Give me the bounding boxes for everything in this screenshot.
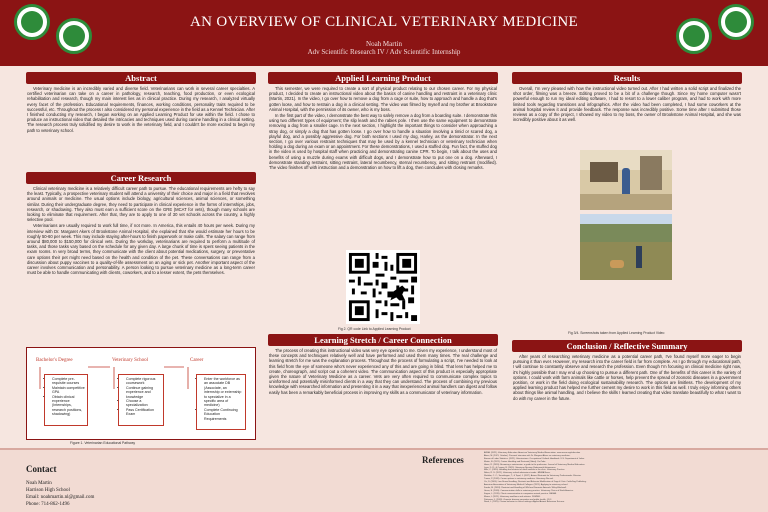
- career-heading: Career Research: [26, 172, 256, 184]
- figure-1-caption: Figure 1. Veterinarian Educational Pathway: [70, 441, 136, 445]
- video-screenshot-2: [580, 214, 672, 280]
- reference-item: Bureau of Labor Statistics. (2021). Veterinarians: Occupational Outlook Handbook. U.S. Department of Labor.: [484, 457, 585, 460]
- flow-step-1-title: Bachelor's Degree: [36, 358, 73, 363]
- reference-item: Yin, S. (2009). Low Stress Handling, Restraint and Behavior Modification of Dogs & Cats. CattleDog Publishing.: [484, 481, 587, 484]
- contact-school: Harrison High School: [26, 488, 70, 493]
- video-screenshot-1: [580, 150, 672, 210]
- stretch-heading: Learning Stretch / Career Connection: [268, 334, 498, 346]
- reference-item: Lane, D. R., & Cooper, B. (2019). Veterinary Nursing. Butterworth-Heinemann.: [484, 466, 556, 469]
- reference-item: Martin, N. (2021). Canine Handling and Restraint [Video]. YouTube.: [484, 460, 546, 463]
- reference-item: American Association of Veterinary Medical Colleges. (2021). Applying to veterinary school.: [484, 483, 568, 486]
- dog-figure: [610, 260, 624, 268]
- reference-item: Mills, C. (2020). Handling and restraint of small animals in the clinic. Veterinary Practice.: [484, 469, 565, 472]
- reference-item: Akers, M. (2021, October). Personal interview with Dr. Margaret Akers on veterinary medicine.: [484, 454, 571, 457]
- reference-item: Kogan, L. (2019). Client communication in companion animal practice. JAVMA.: [484, 492, 557, 495]
- flow-arrows: [26, 347, 256, 440]
- abstract-section: [26, 72, 256, 136]
- reference-item: Patterson, J. (2020). Zoonotic disease prevention and public health. CDC.: [484, 498, 552, 501]
- poster-header: [0, 0, 768, 66]
- figure-3-4-caption: Fig 3/4. Screenshots taken from Applied Learning Product Video: [568, 331, 665, 335]
- flow-step-1-box: • Complete pre-requisite courses • Maintain competitive GPA • Obtain clinical experience (Internships, research positions, shadowing): [44, 374, 88, 426]
- flow-step-3-box: • Enter the workforce as an associate DB (Associate, an internship or externship to specialize in a specific area of medicine) • Complete Continuing Education Requirements: [196, 374, 246, 430]
- author-course: Adv Scientific Research IV / Adv Scientific Internship: [307, 48, 461, 56]
- reference-item: Reed, L. (2019). Canine behavior in clinical settings. Applied Animal Behaviour Science.: [484, 501, 565, 504]
- applied-body: This semester, we were required to create a sort of physical product relating to our chosen career. For my physical product, I decided to create an instructional video about the basics of canine handling and restraint in a veterinary clinic (Martin, 2021). In the video, I go over how to remove a dog from a cage or suite, how to approach and handle a dog that's gotten loose, and how to restrain a dog in a clinical setting. The video was filmed by myself and my brother at Brookstone Animal Hospital, with the permission of its owner, who is my boss. In the first part of the video, I demonstrate the best way to safely remove a dog from a boarding suite. I demonstrate this using two different types of equipment; the slip leash and the rabies pole. I then use the same equipment to demonstrate removing a dog from a smaller cage. In the next section, I highlight the important things to consider when approaching a stray dog, or simply a dog that has gotten loose. I go over how to handle a situation involving a timid or scared dog, a playful dog, and a possibly aggressive dog. For both sections I used my dog, Harley, as the demonstrator. In the next section, I go over various restraint techniques that may be used by a kennel technician or veterinary technician when holding a dog during an exam or an appointment. For these demonstrations, I used a stuffed dog. Fun fact, the stuffed dog in the video is used by hospital staff when practicing and demonstrating canine CPR. To begin, I talk about the uses and benefits of using a muzzle during exams with difficult dogs, and I demonstrate how to put one on a dog. Afterward, I demonstrate standing restraint, sitting restraint, lateral recumbency, sternal recumbency, and sitting restraint (modified). The video finishes off with instruction and a demonstration on how to lift a dog, then concludes with closing remarks.: [269, 86, 497, 171]
- poster-author: [110, 40, 658, 56]
- contact-block: [26, 480, 94, 508]
- contact-name: Noah Martin: [26, 481, 52, 486]
- results-body: Overall, I'm very pleased with how the instructional video turned out. After I had written a solid script and finalized the shot order, filming was a breeze. Editing proved to be a bit of a challenge though. Since my home computer wasn't powerful enough to run my ideal editing software, I had to resort to a lower caliber program, and had to work with more limited tools regarding transitions and infographics. After the video had been completed, I had some coworkers at the animal hospital review it and provide feedback. The response was incredibly positive. Some time after I submitted those reviews as a copy of the project, I showed my video to my boss, the owner of Brookstone Animal Hospital, and she was incredibly positive about it as well.: [513, 86, 741, 123]
- flow-step-3-title: Career: [190, 358, 204, 363]
- stretch-section: [268, 334, 498, 398]
- reference-item: Fowler, M. (2018). Restraint and Handling of Wild and Domestic Animals. Wiley-Blackwell.: [484, 486, 567, 489]
- contact-email[interactable]: Email: noahmartin.nl@gmail.com: [26, 495, 95, 500]
- right-logo-2: [718, 4, 754, 40]
- applied-heading: Applied Learning Product: [268, 72, 498, 84]
- qr-code[interactable]: [346, 250, 420, 324]
- left-logo-2: [56, 18, 92, 54]
- abstract-body: Veterinary medicine is an incredibly varied and diverse field. Veterinarians can work in several career specialties. A certified veterinarian can take on a career in pathology, research, teaching, food production, or even ecological rehabilitation and research, though my main interest lies as in clinical practice. During my research, I analyzed virtually every facet of the profession. Educational requirements, finances, working conditions, personality traits required to be successful, etc. Throughout the process I also considered my personal experience in the field as a Kennel Technician. After I finished conducting my research, I began working on an Applied Learning Product for use within the field. I chose to produce an instructional video that detailed the intricacies and techniques used during canine handling in a clinical setting. The research process truly solidified my desire to work in the veterinary field, and I couldn't be more excited to begin my path to veterinary school.: [27, 86, 255, 133]
- references-heading: References: [422, 455, 464, 465]
- reference-item: Nolen, R. S. (2021). Veterinary school admissions trends. JAVMA News.: [484, 472, 551, 475]
- right-logo-1: [676, 18, 712, 54]
- conclusion-body: After years of researching veterinary medicine as a potential career path, I've found myself more eager to begin pursuing it than ever. However, my research into the career field is far from complete. As I go through my educational path, I will continue to constantly observe and research the profession. Even though I'm focusing on clinical medicine right now, it's highly possible that I may end up choosing to pursue a different path. One of the benefits of this career is the variety of options. I could work with farm animals like cattle or horses, help prevent the spread of zoonotic diseases in a government position, or work in the field doing ecological sustainability research. The options are limitless. The development of my applied learning product has helped me further cement my desire to work in this field as well. I truly enjoy informing others about things like animal handling, and I believe the skills I learned creating that video translate beautifully to what I want to do with my career in the future.: [513, 354, 741, 401]
- applied-section: [268, 72, 498, 173]
- stretch-body: The process of creating this instructional video was very eye opening to me. Given my experience, I understand most of these concepts and techniques relatively well and have performed and used them many times. The real challenge and learning stretch for me was the explanation process. Throughout the process of formulating a script, I've needed to look at this field from the eye of someone who's never experienced any of this and are going in blind. That lens has helped me to create, choreograph, and script out a coherent video. The communication aspect of this product is especially appropriate given the nature of Veterinary Medicine as a career. Vets are very often required to communicate complex topics to uninformed and potentially misinformed clients in a way that they can understand. The process of combining my previous knowledge with researched information and presenting it in a way that inexperienced animal handlers can digest and follow easily has been a remarkably beneficial process in improving my skills as a communicator of veterinary information.: [269, 348, 497, 395]
- reference-item: AVMA. (2021). Veterinary Education. American Veterinary Medical Association. www.avma.org/education: [484, 452, 581, 454]
- handler-figure: [636, 246, 642, 268]
- qr-caption: Fig 2. QR code Link to Applied Learning Product: [338, 327, 411, 331]
- flow-step-2-box: • Complete rigorous coursework • Continue gaining experience and knowledge • Choose a specialization • Pass Certification Exam: [118, 374, 164, 426]
- career-body: Clinical veterinary medicine is a relatively difficult career path to pursue. The educational requirements are hefty to say the least. Typically, a prospective veterinary student will attend a university of their choice and major in a field that revolves around animals or medicine. The usual options include biology, agricultural sciences, animal sciences, or something similar. During their undergraduate degree, they need to participate in clinical experience in the forms of internships, jobs, research, or shadowing. They also must earn a sufficient score on the GRE (MCAT for vets), though many schools are looking to eliminate that requirement. After that, they are to apply to one of 30 vet schools across the country, a highly selective pool. Veterinarians are usually required to work full time, if not more. In America, this entails 40 hours per week. During my interview with Dr. Margaret Akers of Brookstone Animal Hospital, she explained that she would estimate her hours to be roughly 50-60 per week. This may include staying after-hours to finish paperwork or make calls. The salary can range from around $80,000 to $150,000 for clinical vets. During the workday, veterinarians are required to perform a multitude of tasks, and those tasks vary based on the schedule for any given day. A large chunk of time is spent seeing patients in the exam rooms. In very broad terms, they communicate with the client about potential medications, surgery, or preventative care options their pet might need based on the health and condition of the pet. These conversations can range from a discussion about puppy vaccines to a quality-of-life assessment on an aging or sick pet. Another important aspect of the career involves communication and personability. A person looking to pursue veterinary medicine as a long-term career must be able to handle communicating with clients, coworkers, and to a lesser extent, the pets themselves.: [27, 186, 255, 276]
- contact-phone: Phone: 714-862-1496: [26, 502, 70, 507]
- reference-item: Moore, I. (2021). Veterinary workforce and salaries. DVM360.: [484, 495, 541, 498]
- conclusion-heading: Conclusion / Reflective Summary: [512, 340, 742, 352]
- results-heading: Results: [512, 72, 742, 84]
- reference-item: Turner, P. (2020). Career options in veterinary medicine. Veterinary Record.: [484, 478, 554, 481]
- references-list: [484, 452, 754, 504]
- reference-item: Gross, E. (2020). Communication skills in veterinary practice. Veterinary Clinics of North America.: [484, 489, 574, 492]
- left-logo-1: [14, 4, 50, 40]
- reference-item: Hines, R. (2020). Becoming a veterinarian: a guide to the profession. Journal of Veterinary Medical Education.: [484, 463, 585, 466]
- poster-title: AN OVERVIEW OF CLINICAL VETERINARY MEDICINE: [190, 14, 578, 30]
- flow-step-2-title: Veterinary School: [112, 358, 148, 363]
- career-section: [26, 172, 256, 278]
- author-name: Noah Martin: [366, 40, 402, 48]
- conclusion-section: [512, 340, 742, 404]
- reference-item: Sheldon, C. C., Sonsthagen, T., & Topel, J. (2017). Animal Restraint for Veterinary Professionals. Elsevier.: [484, 475, 582, 478]
- results-section: [512, 72, 742, 125]
- contact-heading: Contact: [26, 464, 57, 474]
- abstract-heading: Abstract: [26, 72, 256, 84]
